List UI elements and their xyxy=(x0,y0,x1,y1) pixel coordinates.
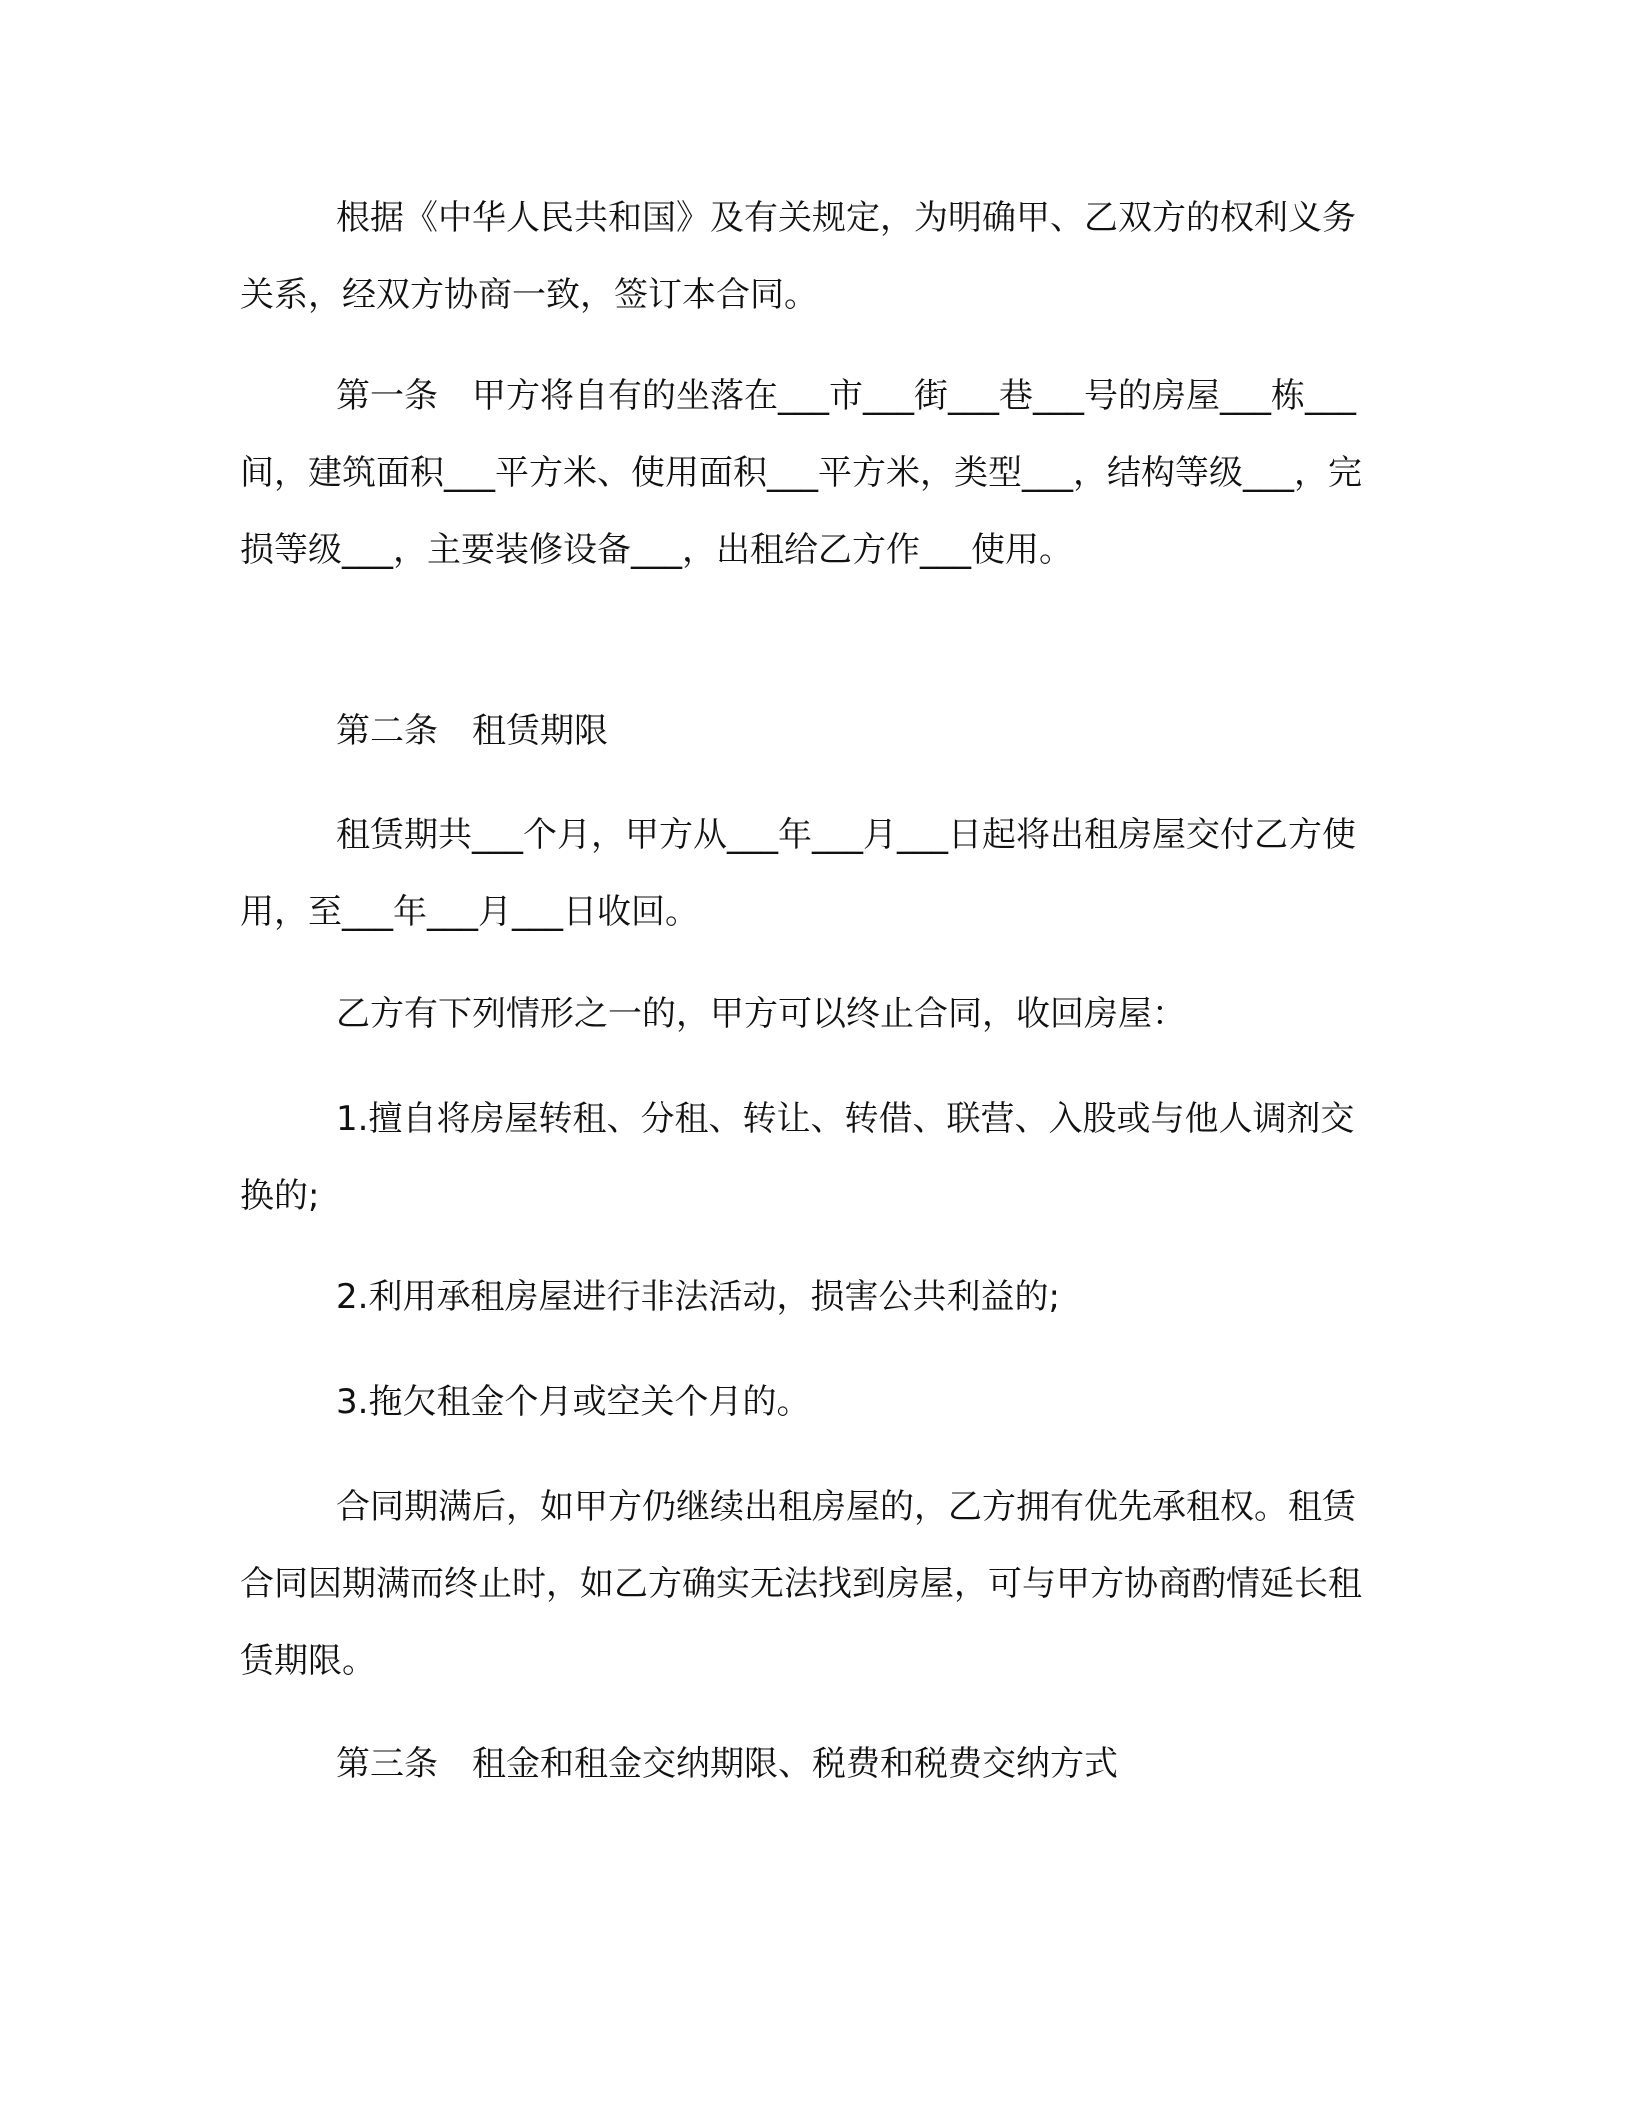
paragraph-condition-1: 1.擅自将房屋转租、分租、转让、转借、联营、入股或与他人调剂交换的; xyxy=(240,1099,1355,1216)
paragraph-article-1: 第一条 甲方将自有的坐落在___市___街___巷___号的房屋___栋___间，建筑面积___平方米、使用面积___平方米，类型___，结构等级___，完损等级___，主要装修设备___，出租给乙方作___使用。 xyxy=(240,376,1362,570)
paragraph-condition-3: 3.拖欠租金个月或空关个月的。 xyxy=(336,1382,811,1422)
paragraph-article-3-heading: 第三条 租金和租金交纳期限、税费和税费交纳方式 xyxy=(336,1744,1118,1784)
paragraph-termination-conditions: 乙方有下列情形之一的，甲方可以终止合同，收回房屋： xyxy=(336,994,1186,1034)
paragraph-article-2-heading: 第二条 租赁期限 xyxy=(336,711,608,751)
paragraph-preamble: 根据《中华人民共和国》及有关规定，为明确甲、乙双方的权利义务关系，经双方协商一致，签订本合同。 xyxy=(240,198,1356,315)
paragraph-renewal: 合同期满后，如甲方仍继续出租房屋的，乙方拥有优先承租权。租赁合同因期满而终止时，如乙方确实无法找到房屋，可与甲方协商酌情延长租赁期限。 xyxy=(240,1487,1362,1681)
paragraph-condition-2: 2.利用承租房屋进行非法活动，损害公共利益的; xyxy=(336,1277,1060,1317)
paragraph-lease-term: 租赁期共___个月，甲方从___年___月___日起将出租房屋交付乙方使用，至___年___月___日收回。 xyxy=(240,815,1356,932)
